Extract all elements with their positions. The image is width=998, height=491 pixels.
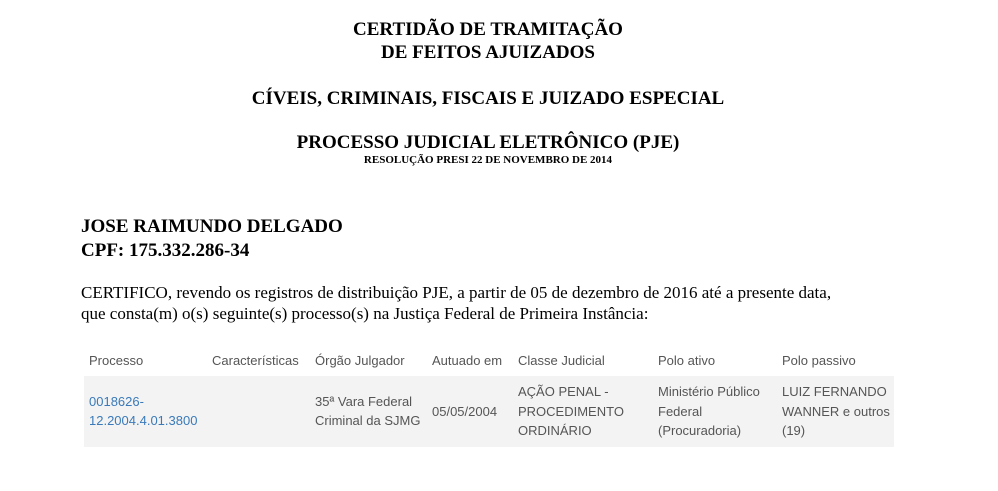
certificate-line-2: que consta(m) o(s) seguinte(s) processo(s) na Justiça Federal de Primeira Instância: xyxy=(81,304,649,323)
cell-caracteristicas xyxy=(208,376,311,447)
column-header-polo-ativo: Polo ativo xyxy=(658,353,716,368)
cell-polo-ativo: Ministério Público Federal (Procuradoria) xyxy=(654,376,778,447)
certificate-text xyxy=(81,282,911,324)
column-header-autuado-em: Autuado em xyxy=(432,353,503,368)
person-cpf: CPF: 175.332.286-34 xyxy=(81,240,250,261)
title-line-1: CERTIDÃO DE TRAMITAÇÃO xyxy=(353,19,623,40)
column-header-polo-passivo: Polo passivo xyxy=(782,353,856,368)
system-heading: PROCESSO JUDICIAL ELETRÔNICO (PJE) xyxy=(296,132,680,153)
column-header-caracteristicas: Características xyxy=(212,353,299,368)
column-header-processo: Processo xyxy=(89,353,144,368)
scope-heading: CÍVEIS, CRIMINAIS, FISCAIS E JUIZADO ESPECIAL xyxy=(251,88,725,109)
process-number-link[interactable]: 0018626-12.2004.4.01.3800 xyxy=(89,393,198,429)
cell-orgao-julgador: 35ª Vara Federal Criminal da SJMG xyxy=(311,376,428,447)
cell-autuado-em: 05/05/2004 xyxy=(428,376,514,447)
table-header-row xyxy=(84,345,894,376)
person-name: JOSE RAIMUNDO DELGADO xyxy=(81,216,343,237)
title-line-2: DE FEITOS AJUIZADOS xyxy=(381,42,595,63)
person-block xyxy=(81,215,343,263)
certificate-line-1: CERTIFICO, revendo os registros de distribuição PJE, a partir de 05 de dezembro de 2016 até a presente data, xyxy=(81,283,832,302)
cell-processo xyxy=(84,376,208,447)
resolution-subheading: RESOLUÇÃO PRESI 22 DE NOVEMBRO DE 2014 xyxy=(363,154,613,166)
cell-polo-passivo: LUIZ FERNANDO WANNER e outros (19) xyxy=(778,376,894,447)
column-header-orgao-julgador: Órgão Julgador xyxy=(315,353,405,368)
process-table xyxy=(84,345,894,447)
table-row xyxy=(84,376,894,447)
column-header-classe-judicial: Classe Judicial xyxy=(518,353,605,368)
cell-classe-judicial: AÇÃO PENAL - PROCEDIMENTO ORDINÁRIO xyxy=(514,376,654,447)
